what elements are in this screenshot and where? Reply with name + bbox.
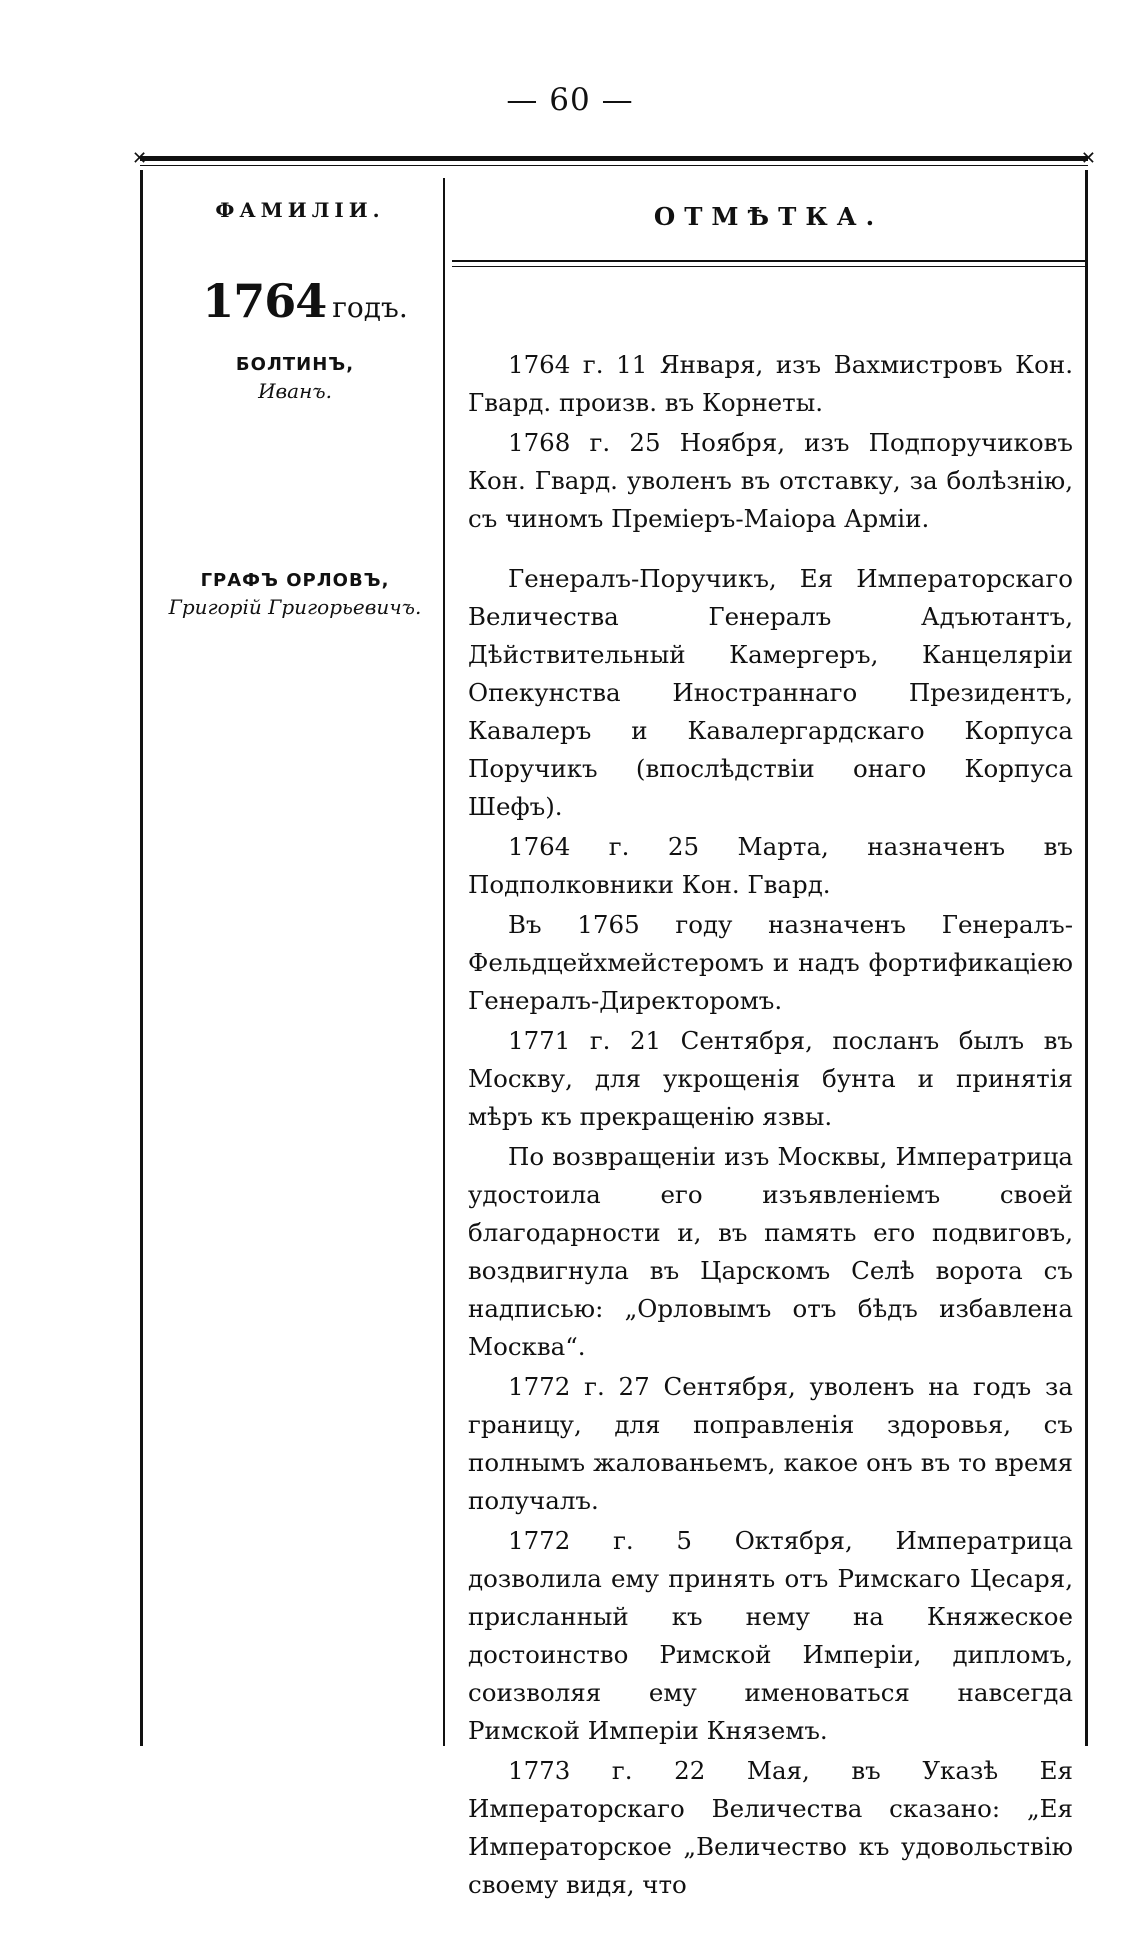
note-entry: 1771 г. 21 Сентября, посланъ былъ въ Москву, для укрощенія бунта и принятія мѣръ къ прекращенію язвы. bbox=[468, 1026, 1073, 1131]
left-border bbox=[140, 170, 143, 1746]
person-name-orlov bbox=[150, 570, 440, 619]
right-border bbox=[1085, 170, 1088, 1746]
table-frame bbox=[132, 148, 1096, 1899]
given-name: Иванъ. bbox=[258, 379, 332, 403]
note-entry: 1768 г. 25 Ноября, изъ Подпоручиковъ Кон. Гвард. уволенъ въ отставку, за болѣзнію, съ чиномъ Преміеръ-Маіора Арміи. bbox=[468, 428, 1073, 533]
top-border-thin bbox=[140, 165, 1088, 166]
note-entry: 1773 г. 22 Мая, въ Указѣ Ея Императорскаго Величества сказано: „Ея Императорское „Величество къ удовольствію своему видя, что bbox=[468, 1756, 1073, 1899]
note-entry: 1772 г. 27 Сентября, уволенъ на годъ за границу, для поправленія здоровья, съ полнымъ жалованьемъ, какое онъ въ то время получалъ. bbox=[468, 1372, 1073, 1515]
year-number: 1764 bbox=[202, 274, 327, 328]
names-column-header: ФАМИЛІИ. bbox=[215, 198, 385, 222]
note-entry: Въ 1765 году назначенъ Генералъ-Фельдцейхмейстеромъ и надъ фортификаціею Генералъ-Директоромъ. bbox=[468, 910, 1073, 1015]
note-entry: 1764 г. 11 Января, изъ Вахмистровъ Кон. Гвард. произв. въ Корнеты. bbox=[468, 350, 1073, 417]
page-number: — 60 — bbox=[506, 82, 634, 118]
year-word: годъ. bbox=[332, 291, 408, 324]
top-border bbox=[140, 156, 1088, 161]
corner-ornament-icon: ✕ bbox=[1080, 148, 1096, 169]
notes-orlov bbox=[468, 560, 1073, 1906]
surname: БОЛТИНЪ, bbox=[235, 354, 355, 375]
note-entry: 1764 г. 25 Марта, назначенъ въ Подполковники Кон. Гвард. bbox=[468, 832, 1073, 899]
note-entry: 1772 г. 5 Октября, Императрица дозволила ему принять отъ Римскаго Цесаря, присланный къ нему на Княжеское достоинство Римской Имперіи, дипломъ, соизволяя ему именоваться навсегда Римской Имперіи Княземъ. bbox=[468, 1526, 1073, 1745]
person-name-boltin bbox=[150, 354, 440, 403]
notes-column-header: ОТМѢТКА. bbox=[653, 202, 884, 231]
year-heading bbox=[180, 274, 430, 328]
given-name: Григорій Григорьевичъ. bbox=[168, 595, 422, 619]
note-entry: Генералъ-Поручикъ, Ея Императорскаго Величества Генералъ Адъютантъ, Дѣйствительный Камергеръ, Канцелярiи Опекунства Иностраннаго Президентъ, Кавалеръ и Кавалергардскаго Корпуса Поручикъ (впослѣдствіи онаго Корпуса Шефъ). bbox=[468, 564, 1073, 821]
header-rule bbox=[452, 260, 1085, 262]
column-divider bbox=[443, 178, 445, 1746]
surname: ГРАФЪ ОРЛОВЪ, bbox=[200, 570, 390, 591]
note-entry: По возвращеніи изъ Москвы, Императрица удостоила его изъявленіемъ своей благодарности и, въ память его подвиговъ, воздвигнула въ Царскомъ Селѣ ворота съ надписью: „Орловымъ отъ бѣдъ избавлена Москва“. bbox=[468, 1142, 1073, 1361]
header-rule-thin bbox=[452, 266, 1085, 267]
corner-ornament-icon: ✕ bbox=[132, 148, 148, 169]
notes-boltin bbox=[468, 346, 1073, 540]
